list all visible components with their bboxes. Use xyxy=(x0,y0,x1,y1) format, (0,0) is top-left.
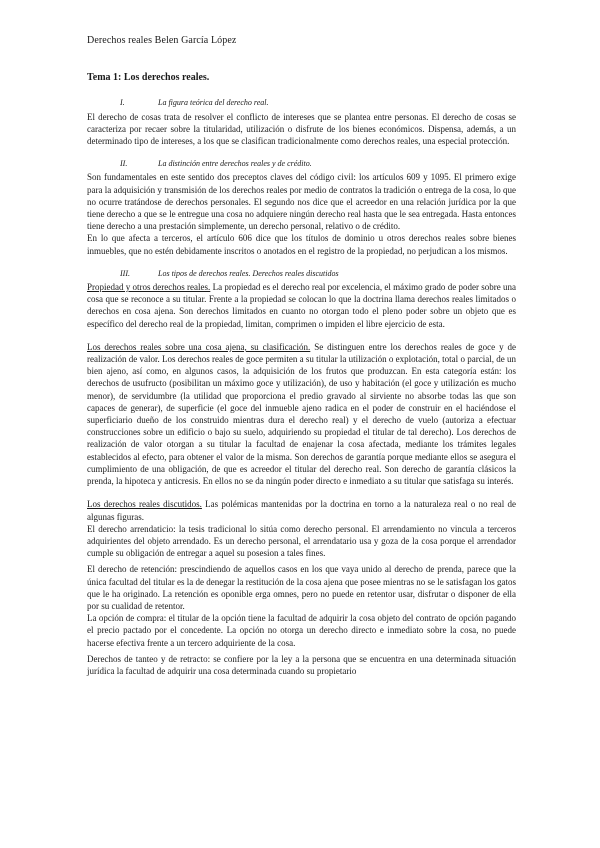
paragraph: La opción de compra: el titular de la opción tiene la facultad de adquirir la cosa objeto del contrato de opción pagando el precio pactado por el concedente. La opción no otorga un derecho directo e inmediato sobre la cosa, no puede hacerse efectiva frente a un tercero adquiriente de la cosa. xyxy=(87,613,516,648)
section-title: La distinción entre derechos reales y de crédito. xyxy=(158,159,312,169)
paragraph xyxy=(87,498,516,522)
section-heading-3 xyxy=(87,268,516,280)
section-title: La figura teórica del derecho real. xyxy=(158,98,269,108)
paragraph xyxy=(87,341,516,487)
paragraph: El derecho de cosas trata de resolver el conflicto de intereses que se plantea entre personas. El derecho de cosas se caracteriza por recaer sobre la titularidad, utilización o disfrute de los bienes económicos. Dispensa, además, a un determinado tipo de intereses, a los que se clasifican tradicionalmente como derechos reales, una especial protección. xyxy=(87,111,516,147)
chapter-title: Tema 1: Los derechos reales. xyxy=(87,72,210,84)
paragraph: El derecho arrendaticio: la tesis tradicional lo sitúa como derecho personal. El arrendamiento no vincula a terceros adquirientes del objeto arrendado. Es un derecho personal, el arrendatario usa y goza de la cosa porque el arrendador cumple su obligación de entregar a aquel su posesion a tales fines. xyxy=(87,523,516,559)
section-title: Los tipos de derechos reales. Derechos reales discutidos xyxy=(158,268,339,278)
paragraph: Son fundamentales en este sentido dos preceptos claves del código civil: los artículos 609 y 1095. El primero exige para la adquisición y transmisión de los derechos reales por medio de contratos la tradición o entrega de la cosa, lo que no ocurre tratándose de derechos personales. El segundo nos dice que el acreedor en una relación jurídica por la que tiene derecho a que se le entregue una cosa no adquiere ningún derecho real hasta que le sea entregada. Hasta entonces tiene derecho a una prestación simplemente, un derecho personal, relativo o de crédito. xyxy=(87,172,516,232)
paragraph: El derecho de retención: prescindiendo de aquellos casos en los que vaya unido al derecho de prenda, parece que la única facultad del titular es la de denegar la restitución de la cosa ajena que posee mientras no se le satisfagan los gatos que le ha originado. La retención es oponible erga omnes, pero no puede en retentor usar, disfrutar o disponer de ella por su cualidad de retentor. xyxy=(87,564,516,611)
paragraph-body: Se distinguen entre los derechos reales de goce y de realización de valor. Los derechos reales de goce permiten a su titular la utilización o explotación, total o parcial, de un bien ajeno, así como, en algunos casos, la adquisición de los frutos que produzcan. En esta categoría están: los derechos de usufructo (posibilitan un máximo goce y utilización), de uso y habitación (el goce y utilización es mucho menor), de servidumbre (la utilidad que proporciona el predio gravado al sirviente no absorbe todas las que son capaces de generar), de superficie (el goce del inmueble ajeno radica en el poder de construir en el haciéndose el superficiario dueño de los construido mientras dura el derecho real) y el derecho de vuelo (autoriza a efectuar construcciones sobre un edificio o bajo su suelo, adquiriendo su propiedad el titular de tal derecho). Los derechos de realización de valor otorgan a su titular la facultad de enajenar la cosa afectada, mediante los trámites legales establecidos al efecto, para obtener el valor de la misma. Son derechos de garantía porque mediante ellos se asegura el cumplimiento de una obligación, de que es acreedor el titular del derecho real. Son derecho de garantía clásicos la prenda, la hipoteca y anticresis. En ellos no se da ningún poder directo e inmediato a su titular que satisfaga su interés. xyxy=(87,341,516,487)
paragraph-body: La propiedad es el derecho real por excelencia, el máximo grado de poder sobre una cosa que se reconoce a su titular. Frente a la propiedad se colocan lo que la doctrina llama derechos reales limitados o derechos en cosa ajena. Son derechos limitados en cuanto no otorgan todo el pleno poder sobre un objeto que es específico del derecho real de la propiedad, limitan, comprimen o impiden el libre ejercicio de esta. xyxy=(87,282,516,329)
section-heading-1 xyxy=(87,97,516,109)
paragraph xyxy=(87,281,516,330)
subsection-lead: Los derechos reales sobre una cosa ajena, su clasificación. xyxy=(87,341,311,352)
section-number: III. xyxy=(120,268,130,278)
subsection-lead: Los derechos reales discutidos. xyxy=(87,499,202,510)
section-heading-2 xyxy=(87,158,516,170)
paragraph-body: Las polémicas mantenidas por la doctrina en torno a la naturaleza real o no real de algunas figuras. xyxy=(87,499,517,522)
section-number: I. xyxy=(120,98,125,108)
paragraph: En lo que afecta a terceros, el artículo 606 dice que los títulos de dominio u otros derechos reales sobre bienes inmuebles, que no estén debidamente inscritos o anotados en el registro de la propiedad, no perjudican a los mismos. xyxy=(87,233,516,256)
paragraph: Derechos de tanteo y de retracto: se confiere por la ley a la persona que se encuentra en una determinada situación jurídica la facultad de adquirir una cosa determinada cuando su propietario xyxy=(87,653,516,676)
document-header: Derechos reales Belen García López xyxy=(87,35,237,46)
section-number: II. xyxy=(120,159,128,169)
subsection-lead: Propiedad y otros derechos reales. xyxy=(87,282,211,293)
